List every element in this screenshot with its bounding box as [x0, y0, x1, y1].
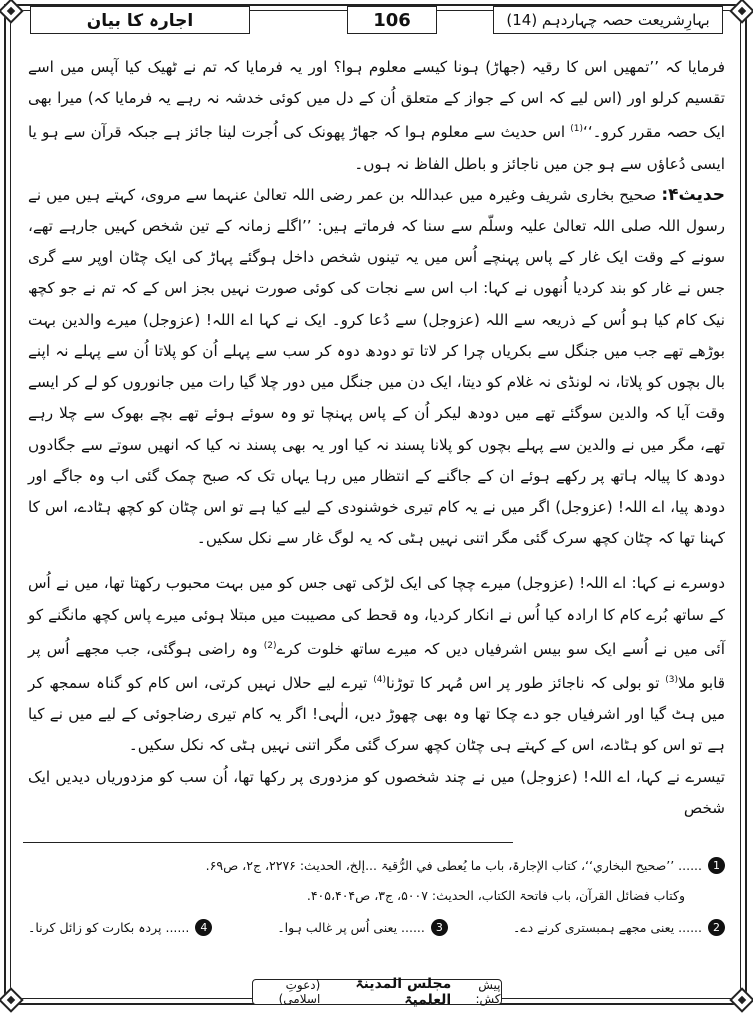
- footnote-ref-2: (2): [263, 640, 277, 651]
- footnote-number: 3: [431, 919, 448, 936]
- footnote-number: 2: [708, 919, 725, 936]
- book-title: بہارِشریعت حصہ چہاردہم (14): [493, 6, 723, 34]
- paragraph-1: [28, 52, 725, 180]
- footnotes: [28, 850, 725, 944]
- footer-prefix: پیش کش:: [475, 978, 501, 1006]
- footnote-text: وکتاب فضائل القرآن، باب فاتحۃ الکتاب، الحدیث: ۵۰۰۷، ج۳، ص۴۰۵،۴۰۴.: [306, 887, 685, 903]
- paragraph-3-text-c: تو بولی کہ ناجائز طور پر اس مُہر کا توڑنا: [385, 674, 660, 693]
- footnote-ref-1: (1): [570, 124, 584, 135]
- paragraph-3-text-b: وہ راضی ہوگئی، جب مجھے اُس پر قابو ملا: [28, 639, 725, 693]
- footnote-text: ...... یعنی اُس پر غالب ہوا۔: [277, 919, 425, 935]
- page-footer: [252, 976, 502, 1008]
- paragraph-2-text: صحیح بخاری شریف وغیرہ میں عبداللہ بن عمر رضی اللہ تعالیٰ عنہما سے مروی، کہتے ہیں میں نے رسول اللہ صلی اللہ تعالیٰ علیہ وسلّم سے سنا کہ فرماتے ہیں: ’’اگلے زمانہ کے تین شخص کہیں جارہے تھے، سونے کے وقت ایک غار کے پاس پہنچے اُس میں یہ تینوں شخص داخل ہوگئے پہاڑ کی ایک چٹان اوپر سے گری جس نے غار کو بند کردیا اُنھوں نے کہا: اب اس سے نجات کی کوئی صورت نہیں بجز اس کے کہ تم نے جو کچھ نیک کام کیا ہو اُس کے ذریعہ سے اللہ (عزوجل) سے دُعا کرو۔ ایک نے کہا اے اللہ! (عزوجل) میرے والدین بہت بوڑھے تھے جب میں جنگل سے بکریاں چرا کر لاتا تو دودھ دوہ کر سب سے پہلے اُن کو پلاتا اُن سے پہلے نہ اپنے بال بچوں کو پلاتا، نہ لونڈی نہ غلام کو دیتا، ایک دن میں جنگل میں دور چلا گیا رات میں جانوروں کو لے کر ایسے وقت آیا کہ والدین سوگئے تھے میں دودھ لیکر اُن کے پاس پہنچا تو وہ سوئے ہوئے تھے بچے بھوک سے چلا رہے تھے، مگر میں نے والدین سے پہلے بچوں کو پلانا پسند نہ کیا اور یہ بھی پسند نہ کیا کہ انھیں سوتے سے جگادوں دودھ کا پیالہ ہاتھ پر رکھے ہوئے ان کے جاگنے کے انتظار میں رہا یہاں تک کہ صبح چمک گئی اب وہ جاگے اور دودھ پیا، اے اللہ! (عزوجل) اگر میں نے یہ کام تیری خوشنودی کے لیے کیا ہے تو اس چٹان کو کچھ ہٹادے، اس کا کہنا تھا کہ چٹان کچھ سرک گئی مگر اتنی نہیں ہٹی کہ یہ لوگ غار سے نکل سکیں۔: [28, 185, 725, 548]
- paragraph-3: [28, 568, 725, 761]
- paragraph-3-text-d: تیرے لیے حلال نہیں کرتی، اس کام کو گناہ سمجھ کر میں ہٹ گیا اور اشرفیاں جو دے چکا تھا وہ بھی چھوڑ دیں، الٰہی! اگر یہ کام تیری رضاجوئی کے لیے میں نے کیا ہے تو اس کو ہٹادے، اس کے کہتے ہی چٹان کچھ سرک گئی مگر اتنی نہیں ہٹی کہ نکل سکیں۔: [28, 674, 725, 755]
- footnote-1: [28, 850, 725, 880]
- footnote-1-continued: [28, 880, 725, 910]
- footnote-3: [277, 919, 448, 936]
- footer-suffix: (دعوتِ اسلامی): [278, 978, 321, 1006]
- paragraph-4-text: تیسرے نے کہا، اے اللہ! (عزوجل) میں نے چند شخصوں کو مزدوری پر رکھا تھا، اُن سب کو مزدوریاں دیدیں ایک شخص: [28, 767, 725, 817]
- paragraph-hadith-4: [28, 180, 725, 554]
- footnote-text: ...... یعنی مجھے ہمبستری کرنے دے۔: [512, 919, 702, 935]
- section-title: اجارہ کا بیان: [30, 6, 250, 34]
- page-header: [30, 6, 723, 36]
- footnote-number: 4: [195, 919, 212, 936]
- main-text: [28, 52, 725, 824]
- footnote-4: [28, 919, 212, 936]
- footnote-2: [513, 919, 725, 936]
- hadith-label: حدیث۴:: [661, 184, 725, 205]
- footer-publisher: مجلس المدینۃ العلمیۃ: [355, 976, 452, 1008]
- footnote-text: ...... پردہ بکارت کو زائل کرنا۔: [28, 919, 190, 935]
- footnote-text: ...... ’’صحیح البخاري‘‘، کتاب الإجارۃ، باب ما یُعطی في الرُّقیۃ ...إلخ، الحدیث: ۲۲۷۶، ج۲، ص۶۹.: [205, 857, 702, 873]
- paragraph-1-end: اس حدیث سے معلوم ہوا کہ جھاڑ پھونک کی اُجرت لینا جائز ہے جبکہ قرآن سے ہو یا ایسی دُعاؤں سے ہو جن میں ناجائز و باطل الفاظ نہ ہوں۔: [28, 123, 725, 173]
- footnote-ref-3: (3): [665, 674, 679, 685]
- footnotes-row: [28, 910, 725, 944]
- paragraph-3-text-a: دوسرے نے کہا: اے اللہ! (عزوجل) میرے چچا کی ایک لڑکی تھی جس کو میں بہت محبوب رکھتا تھا، میں نے اُس کے ساتھ بُرے کام کا ارادہ کیا اُس نے انکار کردیا، وہ قحط کی مصیبت میں مبتلا ہوئی میرے پاس کچھ مانگنے کو آئی میں نے اُسے ایک سو بیس اشرفیاں دیں کہ میرے ساتھ خلوت کرے: [28, 574, 725, 658]
- page-number: 106: [347, 6, 437, 34]
- paragraph-1-text: فرمایا کہ ’’تمھیں اس کا رقیہ (جھاڑ) ہونا کیسے معلوم ہوا؟ اور یہ فرمایا کہ تم نے ٹھیک کیا آپس میں اسے تقسیم کرلو اور (اس لیے کہ اس کے جواز کے متعلق اُن کے دل میں کوئی خدشہ نہ رہے یہ فرمایا کہ) میرا بھی ایک حصہ مقرر کرو۔‘‘: [28, 58, 726, 142]
- footnote-divider: [23, 842, 513, 843]
- footnote-ref-4: (4): [373, 674, 386, 685]
- paragraph-4: [28, 762, 725, 824]
- footnote-number: 1: [708, 857, 725, 874]
